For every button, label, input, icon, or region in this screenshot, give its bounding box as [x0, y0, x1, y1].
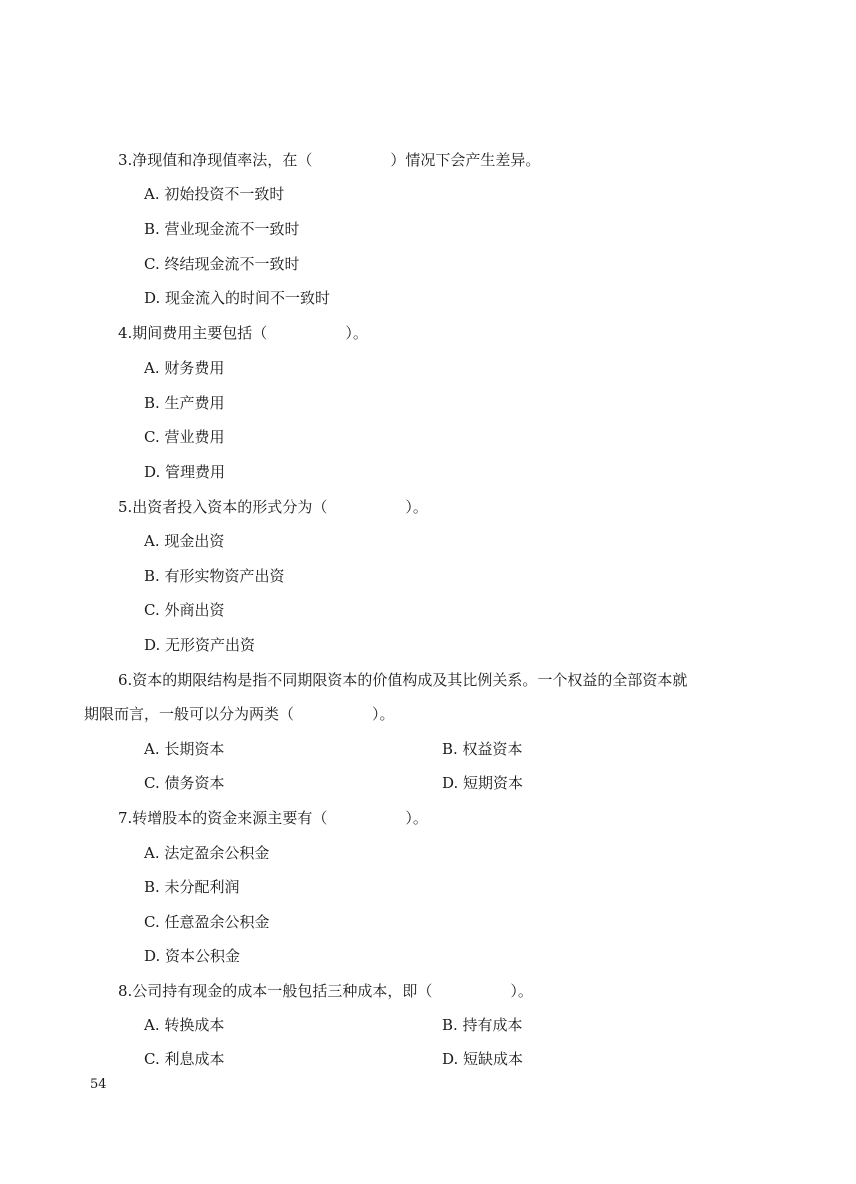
- question-5-stem-after: ）。: [405, 498, 428, 516]
- question-4-stem-before: 4.期间费用主要包括（: [118, 324, 268, 342]
- question-3-stem-after: ）情况下会产生差异。: [390, 151, 541, 169]
- question-6-option-b: B. 权益资本: [442, 740, 523, 758]
- question-8-stem-before: 8.公司持有现金的成本一般包括三种成本，即（: [118, 982, 433, 1000]
- question-3-stem-before: 3.净现值和净现值率法，在（: [118, 151, 313, 169]
- question-4-option-b: B. 生产费用: [144, 394, 225, 412]
- question-6-stem-line-2: [84, 704, 395, 724]
- question-8-stem: [118, 981, 533, 1001]
- question-7-stem: [118, 808, 428, 828]
- question-6-option-a: A. 长期资本: [144, 740, 225, 758]
- question-5-option-c: C. 外商出资: [144, 601, 225, 619]
- question-6-option-c: C. 债务资本: [144, 774, 225, 792]
- question-7-stem-before: 7.转增股本的资金来源主要有（: [118, 809, 328, 827]
- question-7-option-a: A. 法定盈余公积金: [144, 844, 270, 862]
- question-3-option-c: C. 终结现金流不一致时: [144, 255, 300, 273]
- question-7-option-d: D. 资本公积金: [144, 947, 241, 965]
- question-3-option-d: D. 现金流入的时间不一致时: [144, 289, 331, 307]
- question-6-stem-before: 期限而言，一般可以分为两类（: [84, 705, 295, 723]
- question-7-option-c: C. 任意盈余公积金: [144, 913, 270, 931]
- question-8-option-d: D. 短缺成本: [442, 1050, 524, 1068]
- question-8-option-a: A. 转换成本: [144, 1016, 225, 1034]
- question-4-option-d: D. 管理费用: [144, 463, 226, 481]
- question-6-option-d: D. 短期资本: [442, 774, 524, 792]
- question-5-stem: [118, 497, 428, 517]
- question-3-option-b: B. 营业现金流不一致时: [144, 220, 300, 238]
- question-8-option-b: B. 持有成本: [442, 1016, 523, 1034]
- question-5-option-d: D. 无形资产出资: [144, 636, 256, 654]
- question-8-option-c: C. 利息成本: [144, 1050, 225, 1068]
- question-4-option-c: C. 营业费用: [144, 428, 225, 446]
- question-4-stem-after: ）。: [345, 324, 368, 342]
- question-3-stem: [118, 150, 540, 170]
- question-4-option-a: A. 财务费用: [144, 359, 225, 377]
- question-6-stem-line-1: 6.资本的期限结构是指不同期限资本的价值构成及其比例关系。一个权益的全部资本就: [118, 671, 688, 689]
- question-3-option-a: A. 初始投资不一致时: [144, 185, 285, 203]
- question-7-option-b: B. 未分配利润: [144, 878, 240, 896]
- page-number: 54: [90, 1077, 107, 1092]
- question-5-option-a: A. 现金出资: [144, 532, 225, 550]
- question-5-stem-before: 5.出资者投入资本的形式分为（: [118, 498, 328, 516]
- question-6-stem-after: ）。: [372, 705, 395, 723]
- question-8-stem-after: ）。: [510, 982, 533, 1000]
- question-4-stem: [118, 323, 368, 343]
- question-5-option-b: B. 有形实物资产出资: [144, 567, 285, 585]
- question-7-stem-after: ）。: [405, 809, 428, 827]
